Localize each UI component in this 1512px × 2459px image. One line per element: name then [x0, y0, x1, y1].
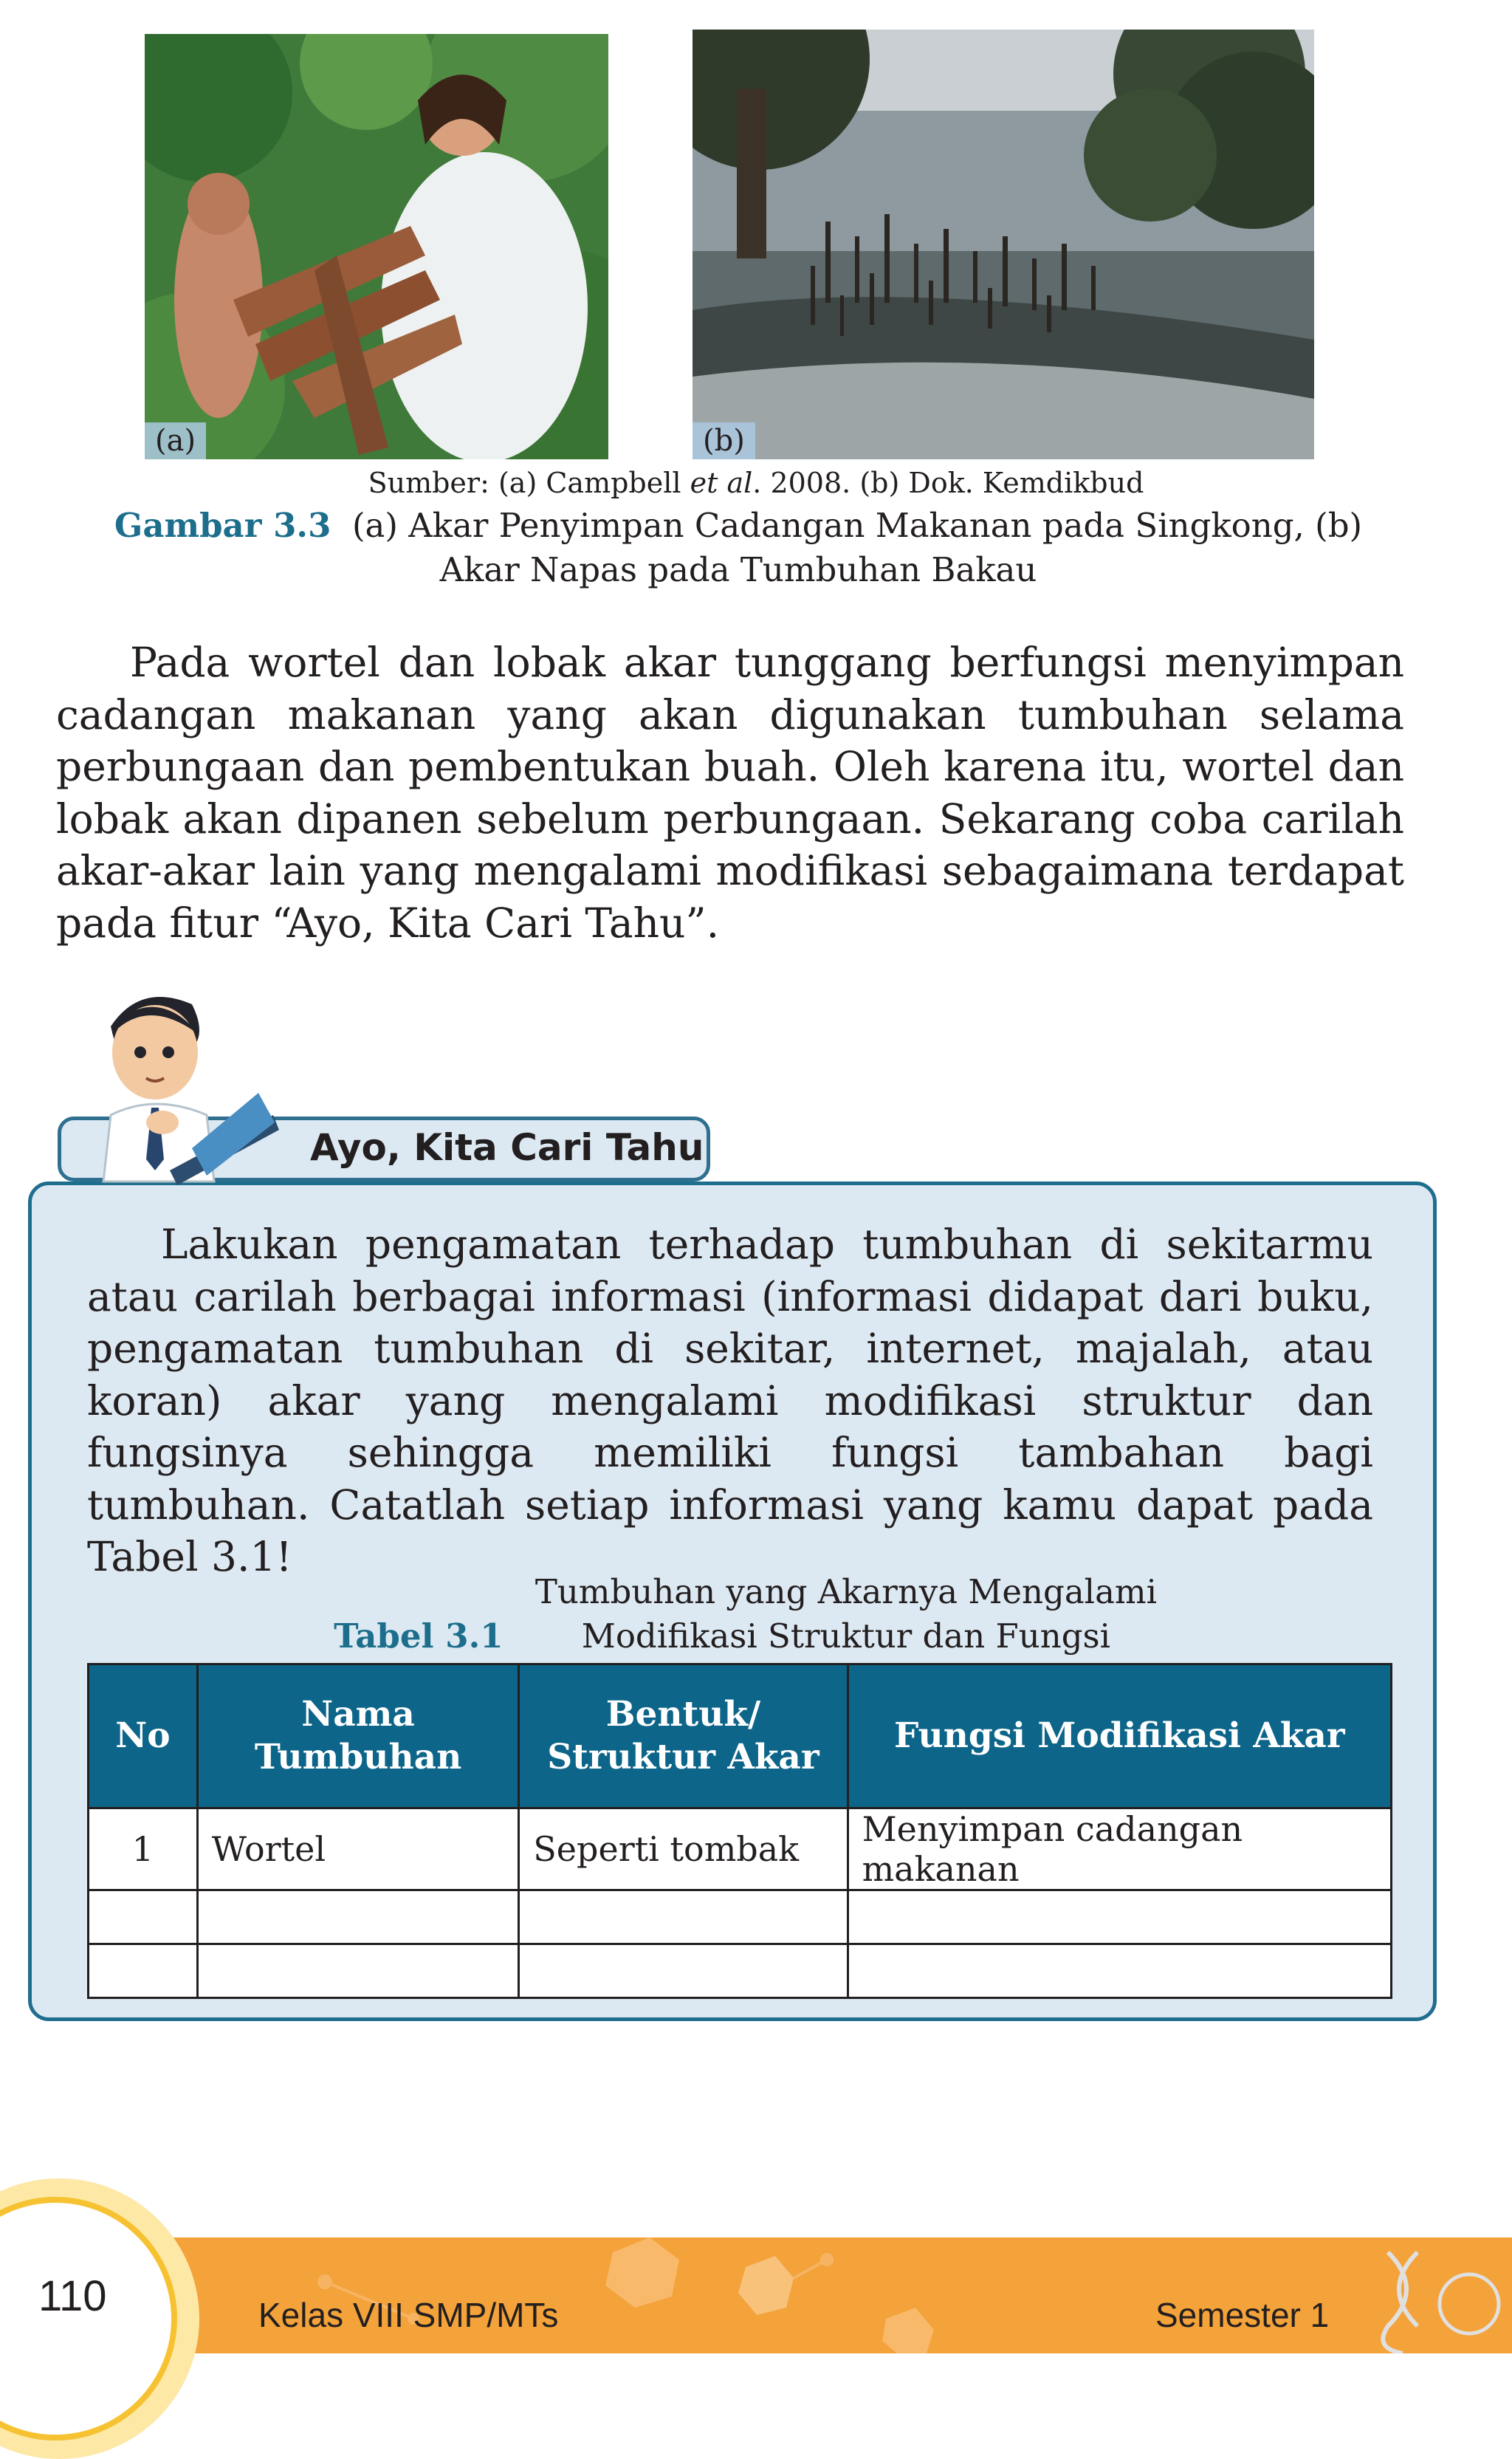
- source-suffix: . 2008. (b) Dok. Kemdikbud: [752, 467, 1144, 499]
- table-caption-text: Tumbuhan yang Akarnya Mengalami Modifikasi Struktur dan Fungsi: [535, 1572, 1157, 1656]
- photo-label-b: (b): [693, 422, 755, 459]
- photo-mangrove: [693, 30, 1314, 459]
- table-cell: [89, 1944, 198, 1998]
- table-caption: [0, 1570, 1512, 1659]
- table-cell: [197, 1944, 519, 1998]
- table-cell: [848, 1944, 1391, 1998]
- table-cell: [519, 1944, 848, 1998]
- table-row: [89, 1890, 1392, 1944]
- header-fungsi-modifikasi-akar: Fungsi Modifikasi Akar: [848, 1664, 1391, 1808]
- body-paragraph: Pada wortel dan lobak akar tunggang berfungsi menyimpan cadangan makanan yang akan digunakan tumbuhan selama perbungaan dan pembentukan buah. Oleh karena itu, wortel dan lobak akan dipanen sebelum perbungaan. Sekarang coba carilah akar-akar lain yang mengalami modifikasi sebagaimana terdapat pada fitur “Ayo, Kita Cari Tahu”.: [56, 639, 1404, 947]
- table-number: Tabel 3.1: [334, 1616, 504, 1656]
- table-row: [89, 1808, 1392, 1890]
- activity-title: Ayo, Kita Cari Tahu: [310, 1126, 704, 1169]
- photo-label-a: (a): [145, 422, 206, 459]
- header-no: No: [89, 1664, 198, 1808]
- image-source: [0, 467, 1512, 499]
- source-etal: et al: [690, 467, 753, 499]
- page-number: 110: [38, 2272, 107, 2320]
- table-row: [89, 1944, 1392, 1998]
- student-laptop-icon: [81, 982, 281, 1189]
- table-cell: 1: [89, 1808, 198, 1890]
- photo-cassava: [145, 34, 608, 459]
- table-cell: [519, 1890, 848, 1944]
- table-cell: Menyimpan cadangan makanan: [848, 1808, 1391, 1890]
- table-cell: Seperti tombak: [519, 1808, 848, 1890]
- header-nama-tumbuhan: Nama Tumbuhan: [197, 1664, 519, 1808]
- table-cell: [197, 1890, 519, 1944]
- data-table: [87, 1663, 1392, 1999]
- figure-number: Gambar 3.3: [114, 506, 331, 545]
- semester-label: Semester 1: [1155, 2296, 1330, 2334]
- table-cell: [848, 1890, 1391, 1944]
- table-cell: [89, 1890, 198, 1944]
- table-header-row: [89, 1664, 1392, 1808]
- book-title: Kelas VIII SMP/MTs: [258, 2296, 559, 2334]
- source-prefix: Sumber: (a) Campbell: [368, 467, 690, 499]
- figure-caption-text: (a) Akar Penyimpan Cadangan Makanan pada Singkong, (b) Akar Napas pada Tumbuhan Bakau: [352, 506, 1363, 589]
- header-bentuk-struktur-akar: Bentuk/ Struktur Akar: [519, 1664, 848, 1808]
- activity-text: Lakukan pengamatan terhadap tumbuhan di sekitarmu atau carilah berbagai informasi (informasi didapat dari buku, pengamatan tumbuhan di sekitar, internet, majalah, atau koran) akar yang mengalami modifikasi struktur dan fungsinya sehingga memiliki fungsi tambahan bagi tumbuhan. Catatlah setiap informasi yang kamu dapat pada Tabel 3.1!: [87, 1221, 1373, 1580]
- figure-caption: [81, 504, 1395, 592]
- table-cell: Wortel: [197, 1808, 519, 1890]
